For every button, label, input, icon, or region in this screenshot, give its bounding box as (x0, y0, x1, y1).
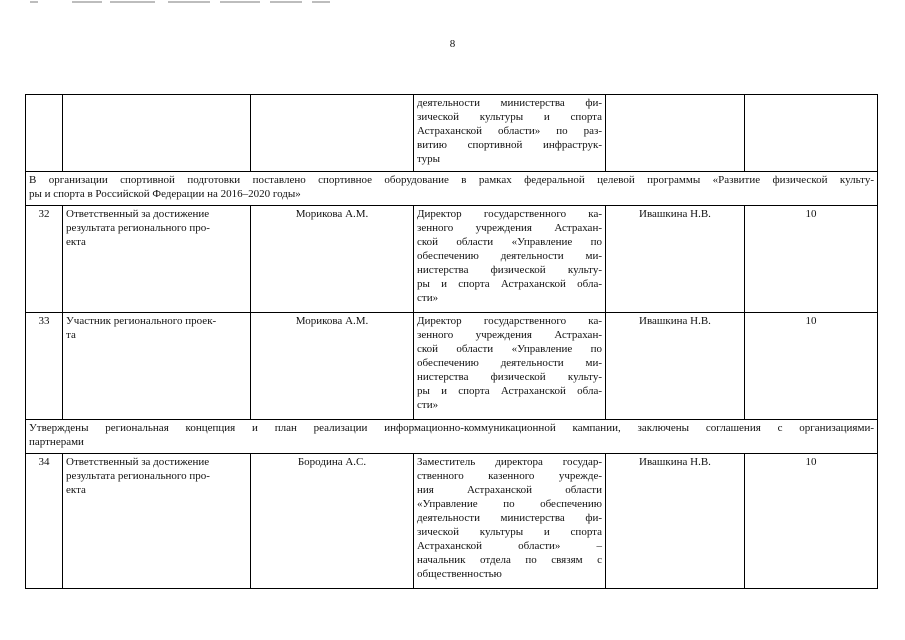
cell-number: 34 (26, 454, 63, 589)
table-row-32 (26, 206, 878, 313)
cell-person (251, 95, 414, 172)
position-line: туры (417, 153, 441, 165)
section-line: Утверждены региональная концепция и план реализации информационно-коммуникационной кампании, заключены соглашения с организациями- (29, 422, 874, 434)
position-line: Астраханской области» – (417, 540, 602, 552)
position-line: зической культуры и спорта (417, 526, 602, 538)
cell-position (414, 313, 606, 420)
position-line: сти» (417, 399, 439, 411)
cell-supervisor (606, 95, 745, 172)
cell-supervisor: Ивашкина Н.В. (606, 313, 745, 420)
position-line: нистерства физической культу- (417, 264, 602, 276)
position-line: зенного учреждения Астрахан- (417, 329, 602, 341)
cell-position (414, 206, 606, 313)
position-line: Директор государственного ка- (417, 208, 602, 220)
position-line: ры и спорта Астраханской обла- (417, 385, 602, 397)
cell-supervisor: Ивашкина Н.В. (606, 454, 745, 589)
cell-score: 10 (745, 313, 878, 420)
cell-person: Морикова А.М. (251, 206, 414, 313)
table-row-34 (26, 454, 878, 589)
section-title (26, 420, 878, 454)
cell-number: 32 (26, 206, 63, 313)
position-line: ры и спорта Астраханской обла- (417, 278, 602, 290)
role-line: Ответственный за достижение (66, 208, 210, 220)
position-line: зенного учреждения Астрахан- (417, 222, 602, 234)
section-line: В организации спортивной подготовки поставлено спортивное оборудование в рамках федеральной целевой программы «Развитие физической культу- (29, 174, 874, 186)
position-line: общественностью (417, 568, 502, 580)
position-line: витию спортивной инфраструк- (417, 139, 602, 151)
position-line: Заместитель директора государ- (417, 456, 602, 468)
cell-position (414, 95, 606, 172)
position-line: «Управление по обеспечению (417, 498, 602, 510)
position-line: сти» (417, 292, 439, 304)
position-line: обеспечению деятельности ми- (417, 250, 602, 262)
position-line: начальник отдела по связям с (417, 554, 602, 566)
cell-number (26, 95, 63, 172)
cell-position (414, 454, 606, 589)
position-line: ственного казенного учрежде- (417, 470, 602, 482)
position-line: ния Астраханской области (417, 484, 602, 496)
role-line: Ответственный за достижение (66, 456, 210, 468)
section-title (26, 172, 878, 206)
role-line: Участник регионального проек- (66, 315, 217, 327)
position-line: Астраханской области» по раз- (417, 125, 602, 137)
position-line: зической культуры и спорта (417, 111, 602, 123)
cell-score: 10 (745, 454, 878, 589)
position-line: деятельности министерства фи- (417, 512, 602, 524)
role-line: екта (66, 484, 86, 496)
table-row-33 (26, 313, 878, 420)
section-row (26, 172, 878, 206)
cell-role (63, 206, 251, 313)
position-line: Директор государственного ка- (417, 315, 602, 327)
cell-role (63, 454, 251, 589)
role-line: результата регионального про- (66, 222, 210, 234)
cell-role (63, 313, 251, 420)
position-line: деятельности министерства фи- (417, 97, 602, 109)
cell-number: 33 (26, 313, 63, 420)
page-number: 8 (449, 38, 456, 50)
table-row-continued (26, 95, 878, 172)
section-line: ры и спорта в Российской Федерации на 2016–2020 годы» (29, 188, 301, 200)
position-line: обеспечению деятельности ми- (417, 357, 602, 369)
cell-person: Бородина А.С. (251, 454, 414, 589)
position-line: ской области «Управление по (417, 236, 602, 248)
cell-score (745, 95, 878, 172)
role-line: результата регионального про- (66, 470, 210, 482)
role-line: екта (66, 236, 86, 248)
cell-score: 10 (745, 206, 878, 313)
position-line: нистерства физической культу- (417, 371, 602, 383)
scan-header-marks (30, 0, 330, 4)
cell-supervisor: Ивашкина Н.В. (606, 206, 745, 313)
section-line: партнерами (29, 436, 84, 448)
role-line: та (66, 329, 76, 341)
responsibility-table (25, 94, 878, 589)
cell-role (63, 95, 251, 172)
cell-person: Морикова А.М. (251, 313, 414, 420)
position-line: ской области «Управление по (417, 343, 602, 355)
section-row (26, 420, 878, 454)
